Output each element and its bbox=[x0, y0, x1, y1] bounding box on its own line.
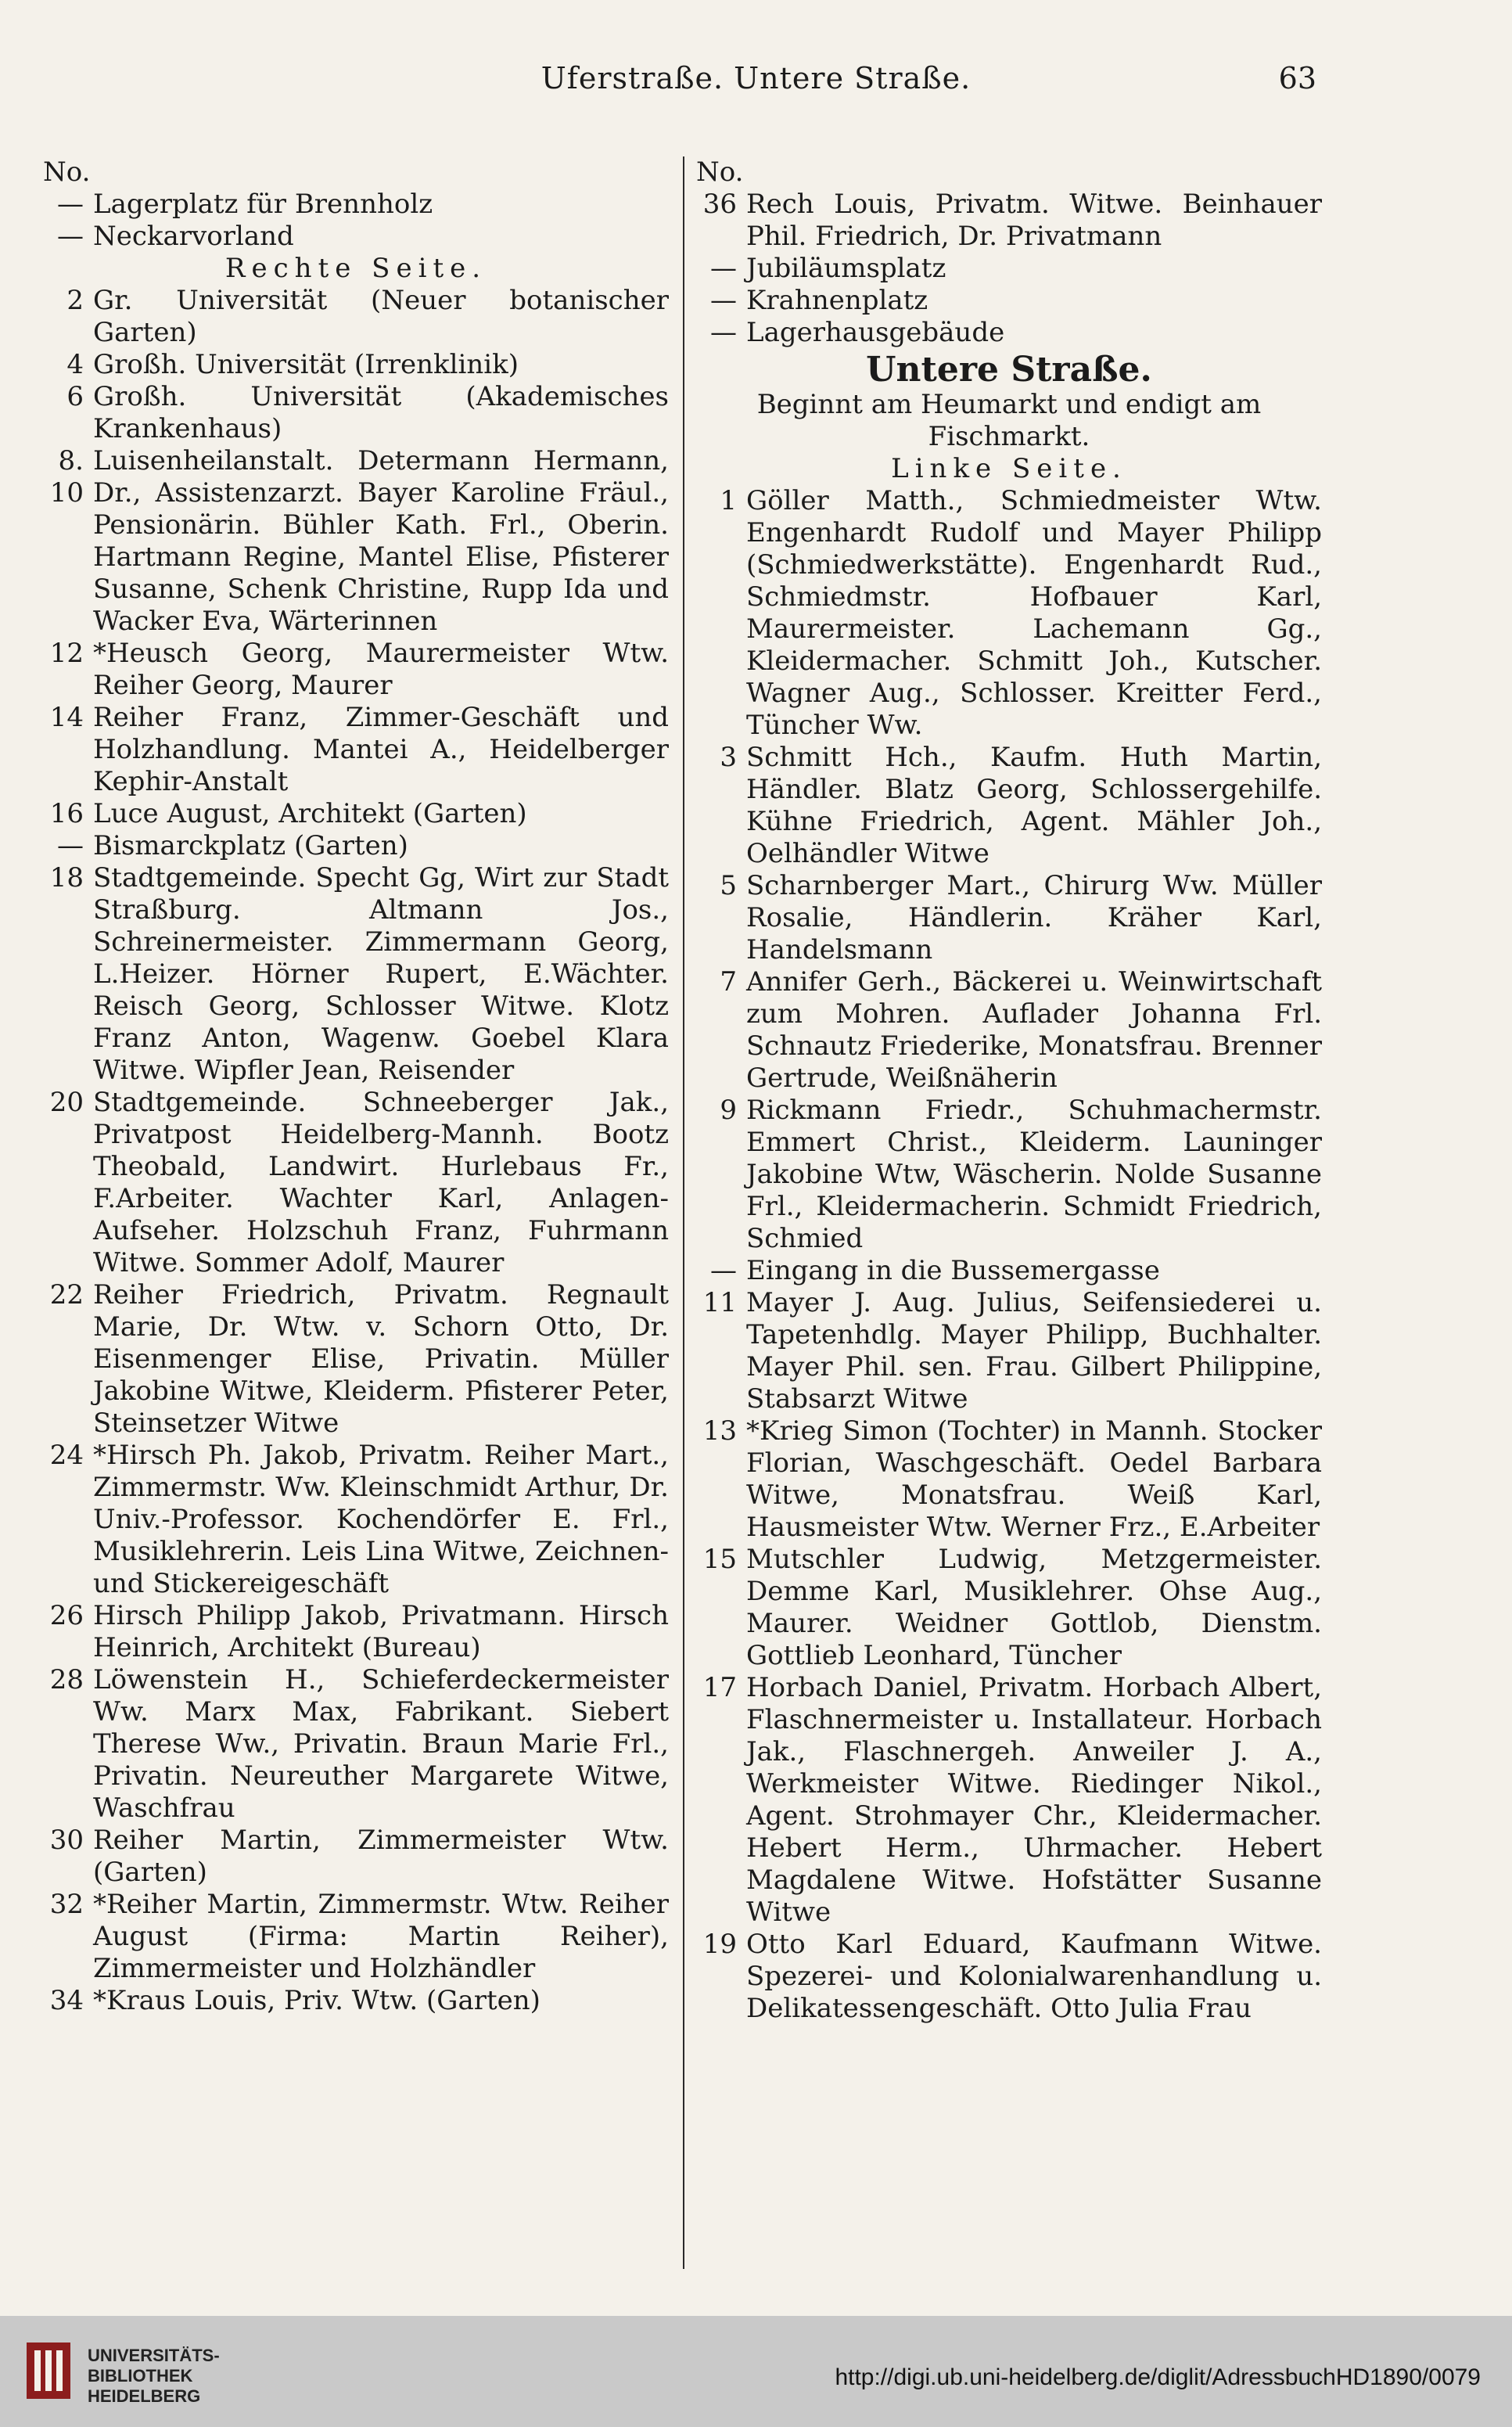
page-header bbox=[0, 61, 1512, 108]
resident-text: Rickmann Friedr., Schuhmachermstr. Emmert Christ., Kleiderm. Launinger Jakobine Wtw, Wäscherin. Nolde Susanne Frl., Kleidermacherin. Schmidt Friedrich, Schmied bbox=[746, 1095, 1322, 1254]
resident-text: Luce August, Architekt (Garten) bbox=[93, 798, 527, 829]
directory-entry bbox=[696, 1095, 1322, 1255]
resident-text: *Reiher Martin, Zimmermstr. Wtw. Reiher August (Firma: Martin Reiher), Zimmermeister und Holzhändler bbox=[93, 1889, 669, 1984]
house-number: 19 bbox=[702, 1929, 737, 1960]
house-number: 13 bbox=[702, 1415, 737, 1447]
resident-text: Luisenheilanstalt. Determann Hermann, Dr., Assistenzarzt. Bayer Karoline Fräul., Pensionärin. Bühler Kath. Frl., Oberin. Hartmann Regine, Mantel Elise, Pfisterer Susanne, Schenk Christine, Rupp Ida und Wacker Eva, Wärterinnen bbox=[93, 445, 669, 637]
directory-entry bbox=[696, 1287, 1322, 1415]
directory-entry bbox=[43, 221, 669, 253]
directory-entry bbox=[696, 485, 1322, 742]
directory-entry bbox=[696, 742, 1322, 870]
house-number: 20 bbox=[49, 1087, 84, 1118]
right-column-top bbox=[696, 156, 1322, 349]
house-number: 1 bbox=[720, 485, 737, 516]
house-number: — bbox=[710, 1255, 737, 1286]
house-number: — bbox=[710, 317, 737, 348]
directory-entry bbox=[43, 702, 669, 798]
resident-text: Gr. Universität (Neuer botanischer Garten) bbox=[93, 285, 669, 348]
directory-entry bbox=[43, 349, 669, 381]
directory-entry bbox=[696, 870, 1322, 966]
library-name-line1: UNIVERSITÄTS- bbox=[88, 2346, 220, 2365]
resident-text: Mayer J. Aug. Julius, Seifensiederei u. Tapetenhdlg. Mayer Philipp, Buchhalter. Mayer Phil. sen. Frau. Gilbert Philippine, Stabsarzt Witwe bbox=[746, 1287, 1322, 1415]
library-name-line2: BIBLIOTHEK bbox=[88, 2366, 193, 2386]
resident-text: Stadtgemeinde. Schneeberger Jak., Privatpost Heidelberg-Mannh. Bootz Theobald, Landwirt. Hurlebaus Fr., F.Arbeiter. Wachter Karl, Anlagen-Aufseher. Holzschuh Franz, Fuhrmann Witwe. Sommer Adolf, Maurer bbox=[93, 1087, 669, 1278]
resident-text: Neckarvorland bbox=[93, 221, 294, 252]
resident-text: Reiher Friedrich, Privatm. Regnault Marie, Dr. Wtw. v. Schorn Otto, Dr. Eisenmenger Elise, Privatin. Müller Jakobine Witwe, Kleiderm. Pfisterer Peter, Steinsetzer Witwe bbox=[93, 1279, 669, 1439]
house-number: 18 bbox=[49, 862, 84, 893]
resident-text: Großh. Universität (Akademisches Krankenhaus) bbox=[93, 381, 669, 444]
resident-text bbox=[93, 156, 669, 189]
left-column bbox=[43, 156, 669, 2017]
directory-entry bbox=[43, 1600, 669, 1664]
directory-entry bbox=[43, 156, 669, 189]
house-number: 36 bbox=[702, 189, 737, 220]
directory-entry bbox=[696, 1255, 1322, 1287]
house-number: 16 bbox=[49, 798, 84, 829]
directory-entry bbox=[43, 862, 669, 1087]
resident-text: Krahnenplatz bbox=[746, 285, 928, 316]
resident-text bbox=[746, 156, 1322, 189]
directory-entry bbox=[696, 253, 1322, 285]
page-number: 63 bbox=[1278, 61, 1316, 95]
resident-text: Annifer Gerh., Bäckerei u. Weinwirtschaft zum Mohren. Auflader Johanna Frl. Schnautz Friederike, Monatsfrau. Brenner Gertrude, Weißnäherin bbox=[746, 966, 1322, 1094]
directory-entry bbox=[696, 1929, 1322, 2025]
directory-entry bbox=[43, 1279, 669, 1440]
house-number: — bbox=[57, 830, 84, 861]
resident-text: Löwenstein H., Schieferdeckermeister Ww. Marx Max, Fabrikant. Siebert Therese Ww., Privatin. Braun Marie Frl., Privatin. Neureuther Margarete Witwe, Waschfrau bbox=[93, 1664, 669, 1824]
right-column bbox=[696, 156, 1322, 2025]
directory-entry bbox=[696, 1415, 1322, 1544]
directory-entry bbox=[43, 445, 669, 638]
resident-text: Jubiläumsplatz bbox=[746, 253, 946, 284]
resident-text: *Krieg Simon (Tochter) in Mannh. Stocker Florian, Waschgeschäft. Oedel Barbara Witwe, Monatsfrau. Weiß Karl, Hausmeister Wtw. Werner Frz., E.Arbeiter bbox=[746, 1415, 1322, 1543]
source-url-link[interactable]: http://digi.ub.uni-heidelberg.de/diglit/AdressbuchHD1890/0079 bbox=[835, 2364, 1481, 2390]
library-name bbox=[88, 2346, 220, 2407]
street-description: Beginnt am Heumarkt und endigt am Fischmarkt. bbox=[756, 389, 1262, 452]
house-number: 3 bbox=[720, 742, 737, 773]
resident-text: Lagerhausgebäude bbox=[746, 317, 1005, 348]
directory-entry bbox=[696, 189, 1322, 253]
directory-entry bbox=[696, 285, 1322, 317]
directory-entry bbox=[43, 830, 669, 862]
resident-text: Eingang in die Bussemergasse bbox=[746, 1255, 1160, 1286]
directory-entry bbox=[43, 1889, 669, 1985]
directory-entry bbox=[43, 638, 669, 702]
house-number: 24 bbox=[49, 1440, 84, 1471]
directory-entry bbox=[43, 381, 669, 445]
directory-entry bbox=[43, 1440, 669, 1600]
house-number: 9 bbox=[720, 1095, 737, 1126]
directory-entry bbox=[696, 156, 1322, 189]
house-number: 17 bbox=[702, 1672, 737, 1703]
directory-entry bbox=[43, 1825, 669, 1889]
street-title: Untere Straße. bbox=[866, 350, 1152, 390]
section-heading: Rechte Seite. bbox=[224, 253, 487, 284]
directory-entry bbox=[696, 1672, 1322, 1929]
right-column-entries bbox=[696, 485, 1322, 2025]
resident-text: Göller Matth., Schmiedmeister Wtw. Engenhardt Rudolf und Mayer Philipp (Schmiedwerkstätte). Engenhardt Rud., Schmiedmstr. Hofbauer Karl, Maurermeister. Lachemann Gg., Kleidermacher. Schmitt Joh., Kutscher. Wagner Aug., Schlosser. Kreitter Ferd., Tüncher Ww. bbox=[746, 485, 1322, 741]
house-number: 28 bbox=[49, 1664, 84, 1695]
house-number: 12 bbox=[49, 638, 84, 669]
house-number: 14 bbox=[49, 702, 84, 733]
directory-entry bbox=[43, 1985, 669, 2017]
resident-text: Rech Louis, Privatm. Witwe. Beinhauer Phil. Friedrich, Dr. Privatmann bbox=[746, 189, 1322, 252]
house-number: 26 bbox=[49, 1600, 84, 1631]
footer-bar bbox=[0, 2316, 1512, 2427]
house-number: 34 bbox=[49, 1985, 84, 2016]
house-number: 32 bbox=[49, 1889, 84, 1920]
directory-entry bbox=[696, 317, 1322, 349]
column-divider bbox=[683, 156, 684, 2269]
resident-text: *Heusch Georg, Maurermeister Wtw. Reiher Georg, Maurer bbox=[93, 638, 669, 701]
house-number: No. bbox=[696, 156, 744, 188]
resident-text: Schmitt Hch., Kaufm. Huth Martin, Händler. Blatz Georg, Schlossergehilfe. Kühne Friedrich, Agent. Mähler Joh., Oelhändler Witwe bbox=[746, 742, 1322, 869]
house-number: — bbox=[57, 189, 84, 220]
library-logo-icon bbox=[23, 2339, 74, 2402]
street-side-heading: Linke Seite. bbox=[891, 453, 1127, 484]
house-number: — bbox=[710, 285, 737, 316]
house-number: 5 bbox=[720, 870, 737, 901]
directory-entry bbox=[43, 285, 669, 349]
house-number: No. bbox=[43, 156, 91, 188]
resident-text: *Hirsch Ph. Jakob, Privatm. Reiher Mart., Zimmermstr. Ww. Kleinschmidt Arthur, Dr. Univ.-Professor. Kochendörfer E. Frl., Musiklehrerin. Leis Lina Witwe, Zeichnen- und Stickereigeschäft bbox=[93, 1440, 669, 1599]
house-number: 22 bbox=[49, 1279, 84, 1311]
resident-text: Horbach Daniel, Privatm. Horbach Albert, Flaschnermeister u. Installateur. Horbach Jak., Flaschnergeh. Anweiler J. A., Werkmeister Witwe. Riedinger Nikol., Agent. Strohmayer Chr., Kleidermacher. Hebert Herm., Uhrmacher. Hebert Magdalene Witwe. Hofstätter Susanne Witwe bbox=[746, 1672, 1322, 1928]
directory-entry bbox=[696, 1544, 1322, 1672]
directory-entry bbox=[43, 1087, 669, 1279]
resident-text: Otto Karl Eduard, Kaufmann Witwe. Spezerei- und Kolonialwarenhandlung u. Delikatessengeschäft. Otto Julia Frau bbox=[746, 1929, 1322, 2024]
house-number: 15 bbox=[702, 1544, 737, 1575]
resident-text: Scharnberger Mart., Chirurg Ww. Müller Rosalie, Händlerin. Kräher Karl, Handelsmann bbox=[746, 870, 1322, 965]
house-number: 2 bbox=[66, 285, 84, 316]
house-number: 4 bbox=[66, 349, 84, 380]
house-number: — bbox=[710, 253, 737, 284]
house-number: 30 bbox=[49, 1825, 84, 1856]
page-title: Uferstraße. Untere Straße. bbox=[541, 61, 971, 95]
directory-entry bbox=[43, 189, 669, 221]
house-number: 8. 10 bbox=[49, 445, 84, 509]
resident-text: Großh. Universität (Irrenklinik) bbox=[93, 349, 519, 380]
house-number: 6 bbox=[66, 381, 84, 412]
resident-text: Reiher Franz, Zimmer-Geschäft und Holzhandlung. Mantei A., Heidelberger Kephir-Anstalt bbox=[93, 702, 669, 797]
house-number: — bbox=[57, 221, 84, 252]
directory-entry bbox=[696, 966, 1322, 1095]
house-number: 7 bbox=[720, 966, 737, 998]
resident-text: Reiher Martin, Zimmermeister Wtw. (Garten) bbox=[93, 1825, 669, 1888]
resident-text: Bismarckplatz (Garten) bbox=[93, 830, 408, 861]
library-name-line3: HEIDELBERG bbox=[88, 2386, 201, 2406]
directory-entry bbox=[43, 798, 669, 830]
directory-entry bbox=[43, 1664, 669, 1825]
resident-text: Stadtgemeinde. Specht Gg, Wirt zur Stadt Straßburg. Altmann Jos., Schreinermeister. Zimmermann Georg, L.Heizer. Hörner Rupert, E.Wächter. Reisch Georg, Schlosser Witwe. Klotz Franz Anton, Wagenw. Goebel Klara Witwe. Wipfler Jean, Reisender bbox=[93, 862, 669, 1086]
house-number: 11 bbox=[702, 1287, 737, 1318]
resident-text: Lagerplatz für Brennholz bbox=[93, 189, 433, 220]
resident-text: Mutschler Ludwig, Metzgermeister. Demme Karl, Musiklehrer. Ohse Aug., Maurer. Weidner Gottlob, Dienstm. Gottlieb Leonhard, Tüncher bbox=[746, 1544, 1322, 1671]
resident-text: *Kraus Louis, Priv. Wtw. (Garten) bbox=[93, 1985, 541, 2016]
resident-text: Hirsch Philipp Jakob, Privatmann. Hirsch Heinrich, Architekt (Bureau) bbox=[93, 1600, 669, 1663]
